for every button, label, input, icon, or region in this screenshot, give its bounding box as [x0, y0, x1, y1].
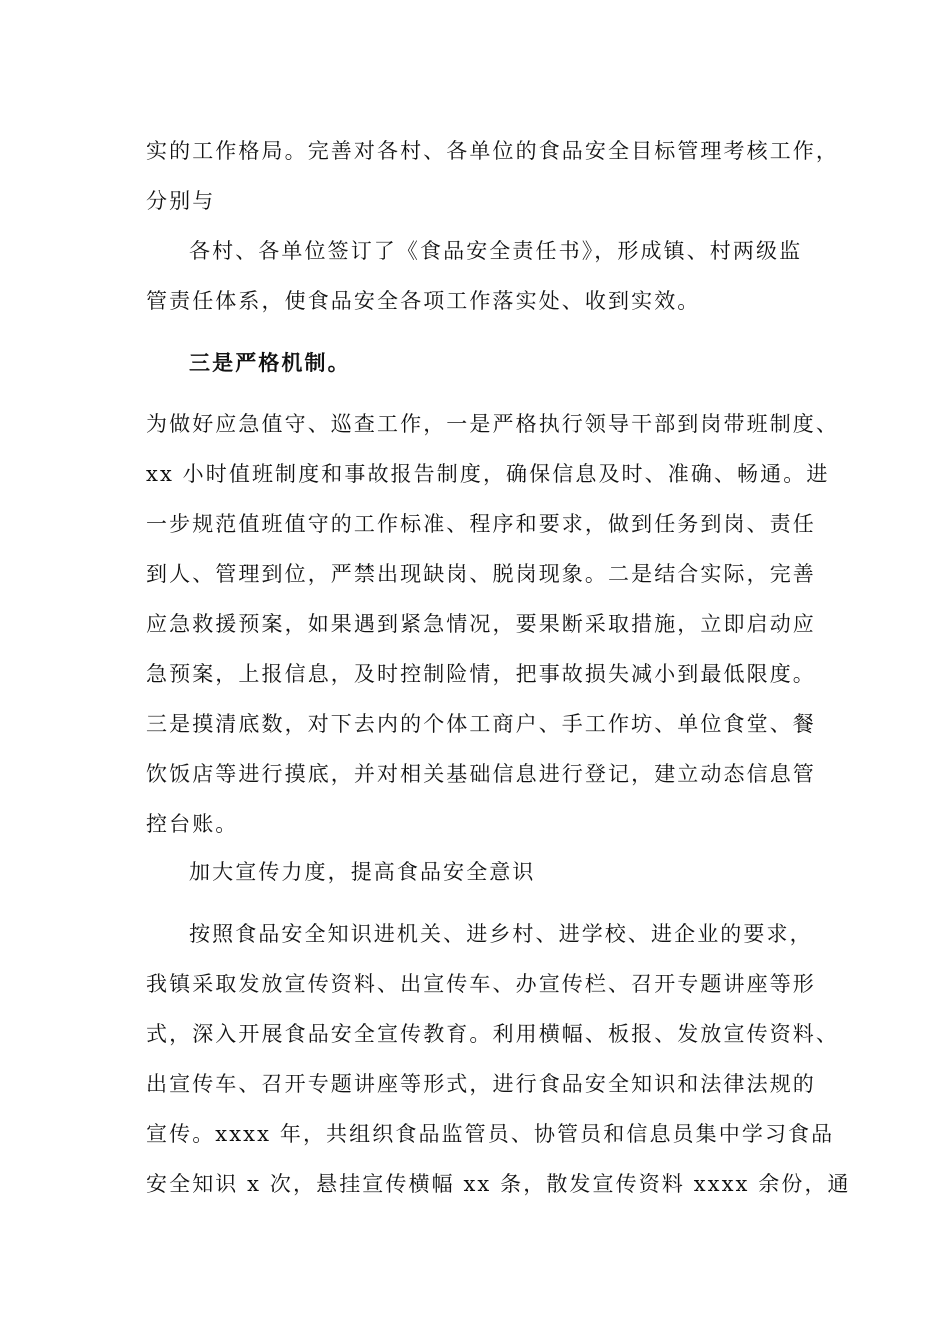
subheading: 加大宣传力度，提高食品安全意识 — [189, 860, 536, 884]
paragraph-4-line-5: 宣传。xxxx 年，共组织食品监管员、协管员和信息员集中学习食品 — [146, 1122, 835, 1146]
paragraph-3-line-9: 控台账。 — [146, 812, 239, 836]
paragraph-3-line-1: 为做好应急值守、巡查工作，一是严格执行领导干部到岗带班制度、 — [146, 412, 839, 436]
section-heading: 三是严格机制。 — [189, 350, 351, 375]
paragraph-4-line-6: 安全知识 x 次，悬挂宣传横幅 xx 条，散发宣传资料 xxxx 余份，通 — [146, 1172, 851, 1196]
paragraph-3-line-7: 三是摸清底数，对下去内的个体工商户、手工作坊、单位食堂、餐 — [146, 712, 816, 736]
paragraph-3-line-4: 到人、管理到位，严禁出现缺岗、脱岗现象。二是结合实际，完善 — [146, 562, 816, 586]
paragraph-4-line-4: 出宣传车、召开专题讲座等形式，进行食品安全知识和法律法规的 — [146, 1072, 816, 1096]
paragraph-3-line-8: 饮饭店等进行摸底，并对相关基础信息进行登记，建立动态信息管 — [146, 762, 816, 786]
paragraph-1-line-1: 实的工作格局。完善对各村、各单位的食品安全目标管理考核工作， — [146, 139, 839, 163]
paragraph-4-line-3: 式，深入开展食品安全宣传教育。利用横幅、板报、发放宣传资料、 — [146, 1022, 839, 1046]
paragraph-3-line-2: xx 小时值班制度和事故报告制度，确保信息及时、准确、畅通。进 — [146, 462, 830, 486]
paragraph-3-line-6: 急预案，上报信息，及时控制险情，把事故损失减小到最低限度。 — [146, 662, 816, 686]
paragraph-3-line-3: 一步规范值班值守的工作标准、程序和要求，做到任务到岗、责任 — [146, 512, 816, 536]
paragraph-4-line-1: 按照食品安全知识进机关、进乡村、进学校、进企业的要求， — [189, 922, 813, 946]
paragraph-1-line-2: 分别与 — [146, 189, 216, 213]
paragraph-3-line-5: 应急救援预案，如果遇到紧急情况，要果断采取措施，立即启动应 — [146, 612, 816, 636]
paragraph-2-line-2: 管责任体系，使食品安全各项工作落实处、收到实效。 — [146, 289, 701, 313]
paragraph-2-line-1: 各村、各单位签订了《食品安全责任书》，形成镇、村两级监 — [189, 239, 803, 263]
paragraph-4-line-2: 我镇采取发放宣传资料、出宣传车、办宣传栏、召开专题讲座等形 — [146, 972, 816, 996]
